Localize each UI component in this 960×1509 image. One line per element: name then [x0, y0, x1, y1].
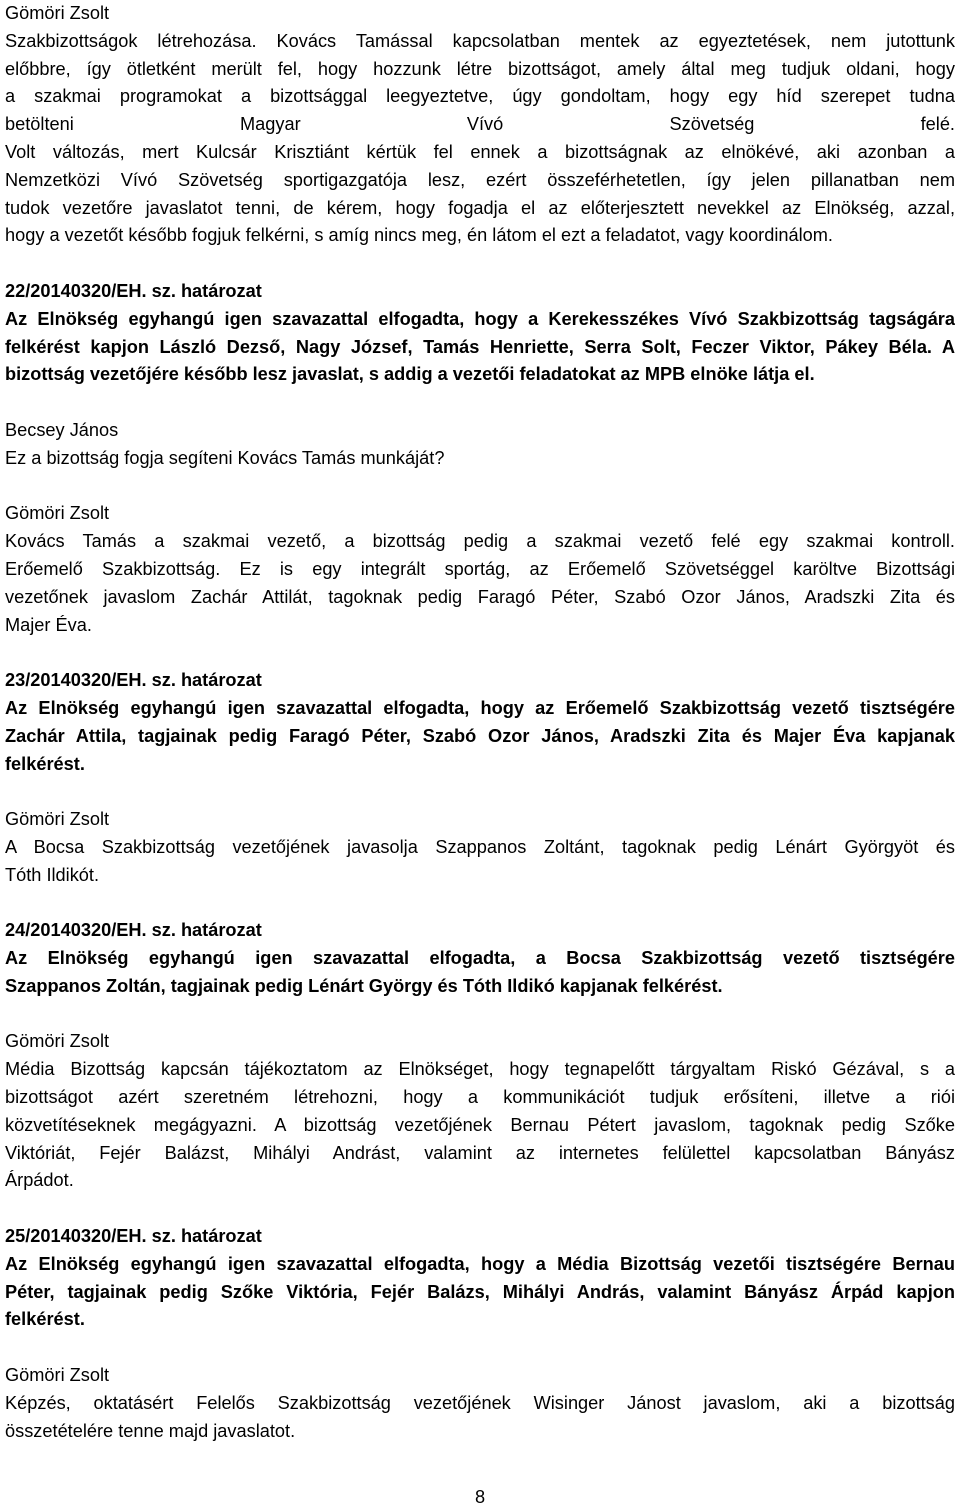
paragraph-spacer [5, 389, 955, 417]
text-line: Az Elnökség egyhangú igen szavazattal elfogadta, hogy a Média Bizottság vezetői tisztségére Bernau [5, 1253, 955, 1274]
paragraph-spacer [5, 639, 955, 667]
text-line: felkérést kapjon László Dezső, Nagy József, Tamás Henriette, Serra Solt, Feczer Viktor, Pákey Béla. A [5, 336, 955, 357]
text-line: felkérést. [5, 1309, 85, 1330]
text-line: Volt változás, mert Kulcsár Krisztiánt kértük fel ennek a bizottságnak az elnökévé, aki azonban a [5, 141, 955, 162]
text-line: Zachár Attila, tagjainak pedig Faragó Péter, Szabó Ozor János, Aradszki Zita és Majer Éva kapjanak [5, 725, 955, 746]
text-line: Az Elnökség egyhangú igen szavazattal elfogadta, hogy a Kerekesszékes Vívó Szakbizottság tagságára [5, 308, 955, 329]
paragraph [5, 528, 955, 639]
text-line: Az Elnökség egyhangú igen szavazattal elfogadta, a Bocsa Szakbizottság vezető tisztségére [5, 948, 955, 969]
speaker-name: Gömöri Zsolt [5, 503, 110, 524]
paragraph [5, 1390, 955, 1446]
resolution-text [5, 1251, 955, 1334]
speaker-name: Gömöri Zsolt [5, 809, 110, 830]
text-line: bizottság vezetőjére később lesz javaslat, s addig a vezetői feladatokat az MPB elnöke látja el. [5, 364, 815, 385]
paragraph [5, 834, 955, 890]
page-number: 8 [474, 1487, 486, 1507]
text-line: bizottságot azért szeretném létrehozni, hogy a kommunikációt tudjuk erősíteni, illetve a riói [5, 1087, 955, 1108]
text-line: Szappanos Zoltán, tagjainak pedig Lénárt György és Tóth Ildikó kapjanak felkérést. [5, 975, 723, 996]
paragraph-spacer [5, 1334, 955, 1362]
text-line: Erőemelő Szakbizottság. Ez is egy integrált sportág, az Erőemelő Szövetséggel karöltve Bizottsági [5, 558, 955, 579]
text-line: Kovács Tamás a szakmai vezető, a bizottság pedig a szakmai vezető felé egy szakmai kontroll. [5, 531, 955, 552]
text-line: Péter, tagjainak pedig Szőke Viktória, Fejér Balázs, Mihályi András, valamint Bányász Árpád kapjon [5, 1281, 955, 1302]
paragraph-spacer [5, 250, 955, 278]
resolution-text [5, 306, 955, 389]
text-line: Szakbizottságok létrehozása. Kovács Tamással kapcsolatban mentek az egyeztetések, nem jutottunk [5, 30, 955, 51]
paragraph-spacer [5, 1195, 955, 1223]
text-line: hogy a vezetőt később fogjuk felkérni, s amíg nincs meg, én látom el ezt a feladatot, vagy koordinálom. [5, 225, 833, 246]
speaker-name: Gömöri Zsolt [5, 1031, 110, 1052]
resolution-number: 25/20140320/EH. sz. határozat [5, 1226, 262, 1247]
text-line: összetételére tenne majd javaslatot. [5, 1420, 296, 1441]
document-page [5, 0, 955, 1445]
text-line: közvetítéseknek megágyazni. A bizottság vezetőjének Bernau Pétert javaslom, tagoknak pedig Szőke [5, 1114, 955, 1135]
paragraph-spacer [5, 890, 955, 918]
text-line: Viktóriát, Fejér Balázst, Mihályi Andrást, valamint az internetes felülettel kapcsolatban Bányász [5, 1142, 955, 1163]
text-line: A Bocsa Szakbizottság vezetőjének javasolja Szappanos Zoltánt, tagoknak pedig Lénárt Györgyöt és [5, 836, 955, 857]
speaker-name: Becsey János [5, 419, 119, 440]
paragraph [5, 1056, 955, 1195]
resolution-number: 22/20140320/EH. sz. határozat [5, 280, 262, 301]
text-line: Média Bizottság kapcsán tájékoztatom az Elnökséget, hogy tegnapelőtt tárgyaltam Riskó Gézával, s a [5, 1059, 955, 1080]
resolution-text [5, 695, 955, 778]
text-line: Ez a bizottság fogja segíteni Kovács Tamás munkáját? [5, 447, 445, 468]
text-line: Majer Éva. [5, 614, 92, 635]
text-line: Képzés, oktatásért Felelős Szakbizottság vezetőjének Wisinger Jánost javaslom, aki a bizottság [5, 1392, 955, 1413]
paragraph [5, 28, 955, 250]
speaker-name: Gömöri Zsolt [5, 3, 110, 23]
text-line: felkérést. [5, 753, 85, 774]
speaker-name: Gömöri Zsolt [5, 1365, 110, 1386]
resolution-number: 24/20140320/EH. sz. határozat [5, 920, 262, 941]
paragraph-spacer [5, 1001, 955, 1029]
text-line: Tóth Ildikót. [5, 864, 100, 885]
text-line: a szakmai programokat a bizottsággal leegyeztetve, úgy gondoltam, hogy egy híd szerepet tudna [5, 86, 955, 107]
text-line: betölteni Magyar Vívó Szövetség felé. [5, 114, 955, 135]
text-line: Árpádot. [5, 1170, 74, 1191]
paragraph-spacer [5, 473, 955, 501]
paragraph [5, 445, 955, 473]
paragraph-spacer [5, 778, 955, 806]
text-line: vezetőnek javaslom Zachár Attilát, tagoknak pedig Faragó Péter, Szabó Ozor János, Aradszki Zita és [5, 586, 955, 607]
text-line: Nemzetközi Vívó Szövetség sportigazgatója lesz, ezért összeférhetetlen, így jelen pillanatban nem [5, 169, 955, 190]
text-line: Az Elnökség egyhangú igen szavazattal elfogadta, hogy az Erőemelő Szakbizottság vezető tisztségére [5, 697, 955, 718]
text-line: tudok vezetőre javaslatot tenni, de kérem, hogy fogadja el az előterjesztett nevekkel az Elnökség, azzal, [5, 197, 955, 218]
text-line: előbbre, így ötletként merült fel, hogy hozzunk létre bizottságot, amely által meg tudjuk oldani, hogy [5, 58, 955, 79]
resolution-text [5, 945, 955, 1001]
resolution-number: 23/20140320/EH. sz. határozat [5, 670, 262, 691]
